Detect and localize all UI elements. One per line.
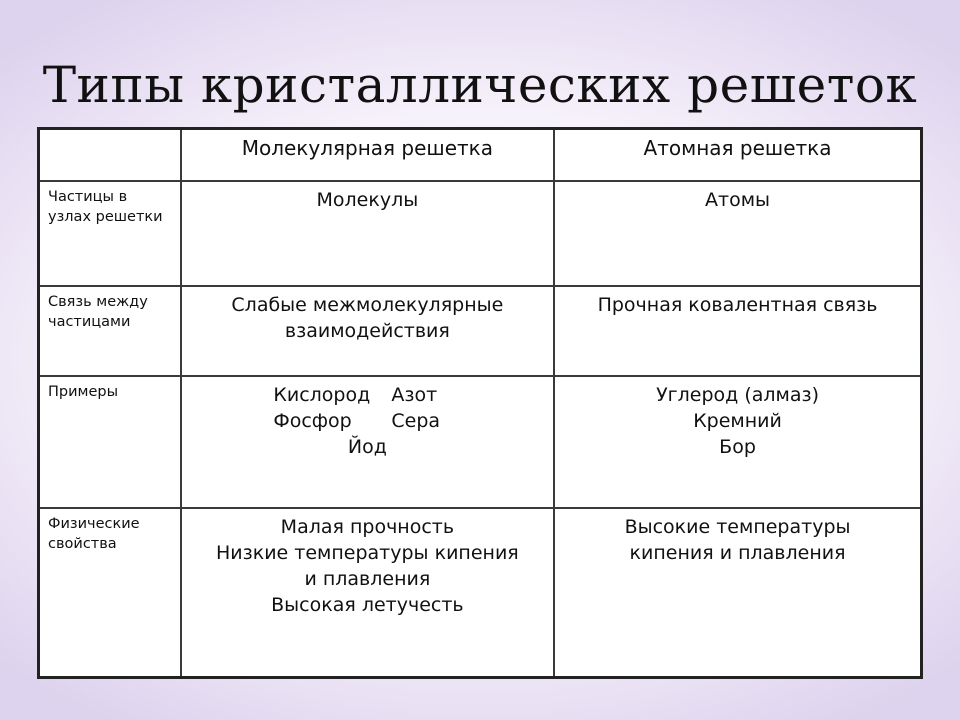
atomic-cell [554, 181, 921, 286]
row-label-cell [39, 286, 181, 376]
property-line: Низкие температуры кипения [215, 542, 519, 564]
header-molecular: Молекулярная решетка [241, 136, 494, 160]
molecular-cell [181, 286, 554, 376]
table-row [39, 508, 922, 678]
row-label-cell [39, 181, 181, 286]
molecular-bond-line: Слабые межмолекулярные [231, 294, 504, 316]
molecular-cell [181, 508, 554, 678]
molecular-nodes: Молекулы [316, 189, 419, 211]
example-item: Кислород [273, 384, 371, 406]
atomic-cell [554, 376, 921, 508]
row-label-bond: Связь между частицами [48, 294, 148, 330]
property-line: Малая прочность [280, 516, 455, 538]
molecular-cell [181, 376, 554, 508]
row-label-examples: Примеры [48, 384, 119, 400]
property-line: Высокие температуры [624, 516, 851, 538]
molecular-bond-line: взаимодействия [284, 320, 450, 342]
example-item: Кремний [693, 410, 782, 432]
atomic-properties [555, 509, 920, 566]
row-label-nodes: Частицы в узлах решетки [48, 189, 163, 225]
row-label-properties: Физические свойства [48, 516, 140, 552]
example-item: Бор [719, 436, 756, 458]
table-header-row [39, 129, 922, 182]
header-empty-cell [39, 129, 181, 182]
example-item: Йод [347, 436, 387, 458]
molecular-cell [181, 181, 554, 286]
example-item: Азот [391, 384, 438, 406]
atomic-cell [554, 286, 921, 376]
property-line: Высокая летучесть [271, 594, 464, 616]
molecular-properties [182, 509, 553, 618]
table-row [39, 376, 922, 508]
example-item: Фосфор [273, 410, 352, 432]
example-item: Сера [391, 410, 441, 432]
atomic-nodes: Атомы [705, 189, 771, 211]
atomic-examples [555, 377, 920, 460]
table-row [39, 286, 922, 376]
molecular-bond [182, 287, 553, 344]
header-atomic: Атомная решетка [643, 136, 832, 160]
header-molecular-cell [181, 129, 554, 182]
slide-title: Типы кристаллических решеток [42, 56, 918, 114]
atomic-bond: Прочная ковалентная связь [597, 294, 878, 316]
atomic-cell [554, 508, 921, 678]
example-pair [182, 382, 553, 408]
row-label-cell [39, 508, 181, 678]
property-line: кипения и плавления [629, 542, 846, 564]
table-row [39, 181, 922, 286]
crystal-lattice-table [37, 127, 923, 679]
example-pair [182, 408, 553, 434]
example-item: Углерод (алмаз) [656, 384, 820, 406]
row-label-cell [39, 376, 181, 508]
property-line: и плавления [304, 568, 431, 590]
header-atomic-cell [554, 129, 921, 182]
molecular-examples [182, 377, 553, 460]
